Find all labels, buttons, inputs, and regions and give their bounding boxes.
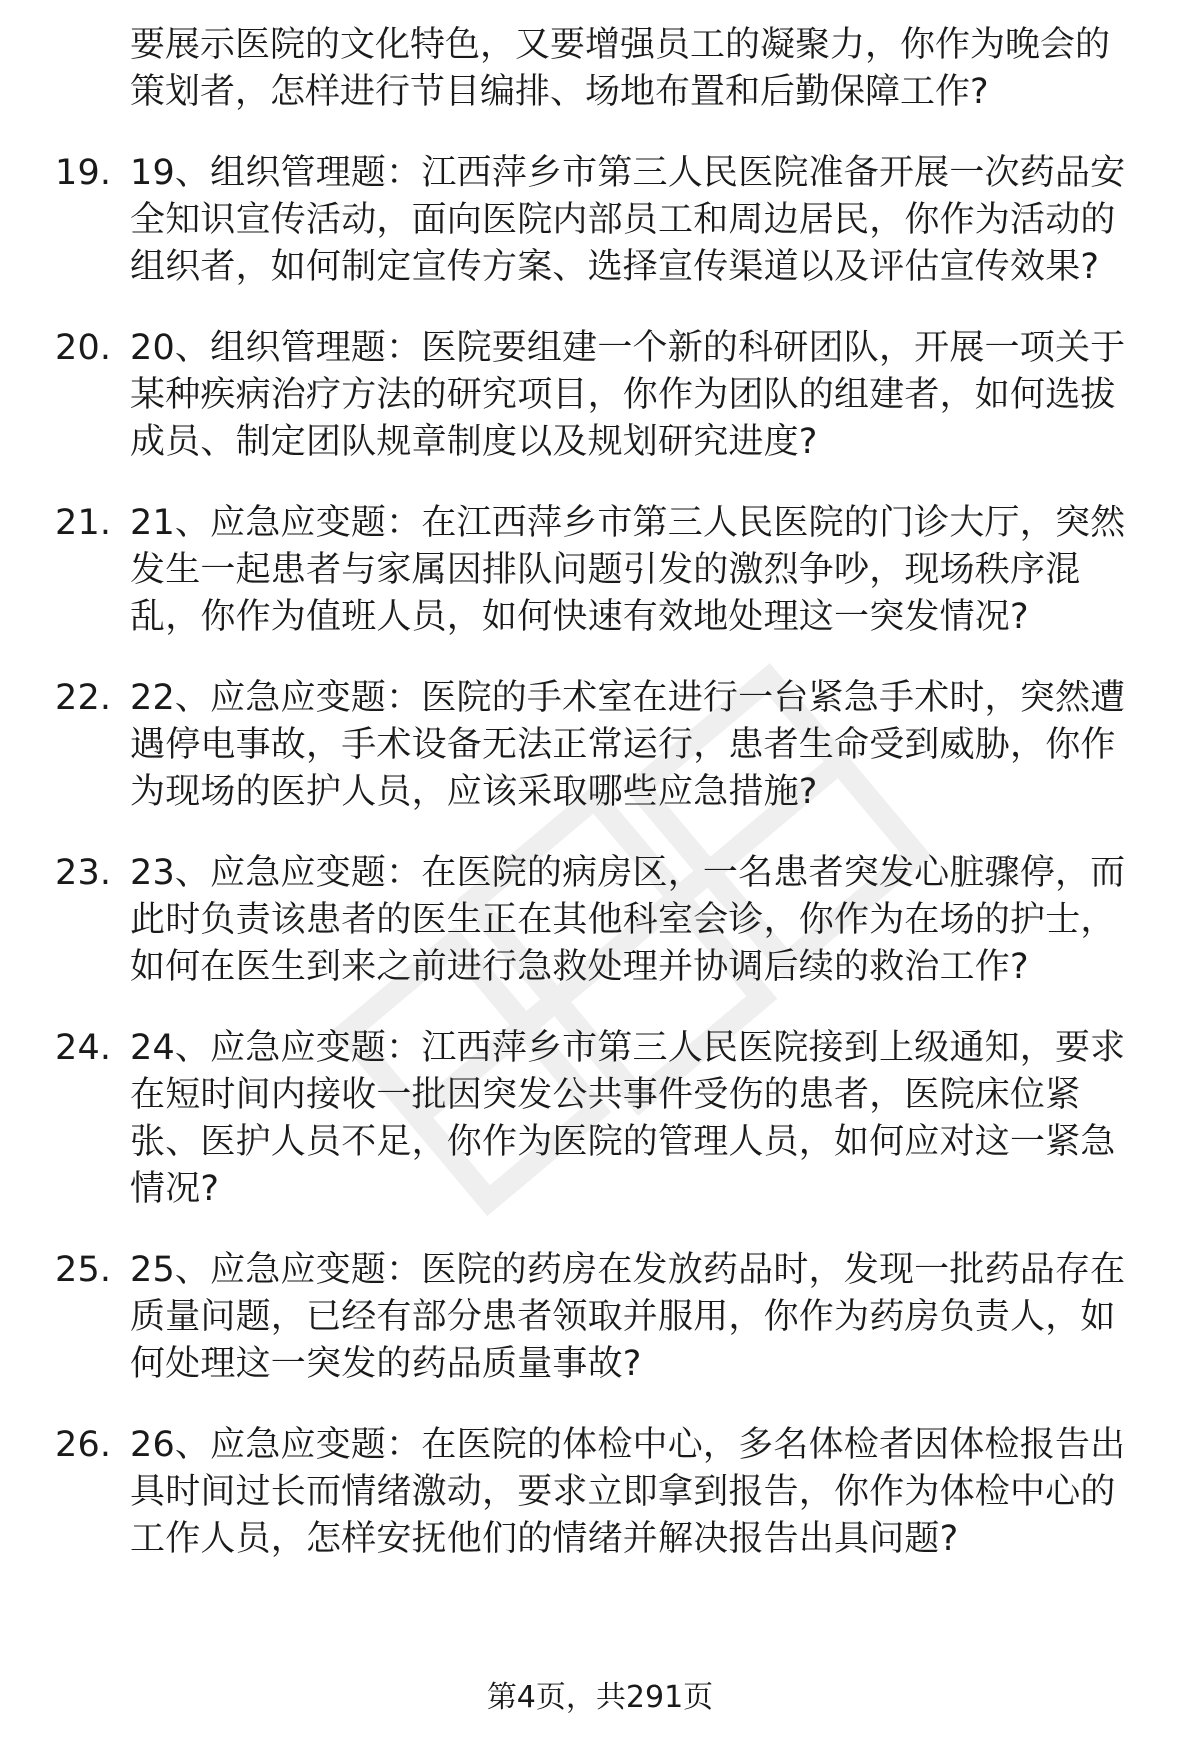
question-number: 26. <box>55 1425 112 1465</box>
question-text: 24、应急应变题：江西萍乡市第三人民医院接到上级通知，要求在短时间内接收一批因突发公共事件受伤的患者，医院床位紧张、医护人员不足，你作为医院的管理人员，如何应对这一紧急情况? <box>130 1028 1126 1209</box>
question-list <box>0 22 1200 1597</box>
question-text: 20、组织管理题：医院要组建一个新的科研团队，开展一项关于某种疾病治疗方法的研究项目，你作为团队的组建者，如何选拔成员、制定团队规章制度以及规划研究进度? <box>130 328 1126 462</box>
question-number: 22. <box>55 678 112 718</box>
question-number: 25. <box>55 1250 112 1290</box>
question-number: 23. <box>55 853 112 893</box>
question-text: 23、应急应变题：在医院的病房区，一名患者突发心脏骤停，而此时负责该患者的医生正在其他科室会诊，你作为在场的护士，如何在医生到来之前进行急救处理并协调后续的救治工作? <box>130 853 1126 987</box>
page-footer: 第4页，共291页 <box>486 1680 714 1715</box>
question-item-20 <box>0 325 1200 466</box>
question-number: 24. <box>55 1028 112 1068</box>
question-text: 19、组织管理题：江西萍乡市第三人民医院准备开展一次药品安全知识宣传活动，面向医院内部员工和周边居民，你作为活动的组织者，如何制定宣传方案、选择宣传渠道以及评估宣传效果? <box>130 153 1126 287</box>
question-item-25 <box>0 1247 1200 1388</box>
question-number: 20. <box>55 328 112 368</box>
question-item-19 <box>0 150 1200 291</box>
question-item-26 <box>0 1422 1200 1563</box>
question-item-22 <box>0 675 1200 816</box>
question-item-21 <box>0 500 1200 641</box>
question-item-23 <box>0 850 1200 991</box>
question-text: 22、应急应变题：医院的手术室在进行一台紧急手术时，突然遭遇停电事故，手术设备无法正常运行，患者生命受到威胁，你作为现场的医护人员，应该采取哪些应急措施? <box>130 678 1126 812</box>
question-number: 19. <box>55 153 112 193</box>
question-text: 21、应急应变题：在江西萍乡市第三人民医院的门诊大厅，突然发生一起患者与家属因排队问题引发的激烈争吵，现场秩序混乱，你作为值班人员，如何快速有效地处理这一突发情况? <box>130 503 1126 637</box>
question-text: 25、应急应变题：医院的药房在发放药品时，发现一批药品存在质量问题，已经有部分患者领取并服用，你作为药房负责人，如何处理这一突发的药品质量事故? <box>130 1250 1126 1384</box>
question-item-24 <box>0 1025 1200 1213</box>
question-number: 21. <box>55 503 112 543</box>
continued-question-text: 要展示医院的文化特色，又要增强员工的凝聚力，你作为晚会的策划者，怎样进行节目编排、场地布置和后勤保障工作? <box>130 25 1111 112</box>
question-text: 26、应急应变题：在医院的体检中心，多名体检者因体检报告出具时间过长而情绪激动，要求立即拿到报告，你作为体检中心的工作人员，怎样安抚他们的情绪并解决报告出具问题? <box>130 1425 1126 1559</box>
